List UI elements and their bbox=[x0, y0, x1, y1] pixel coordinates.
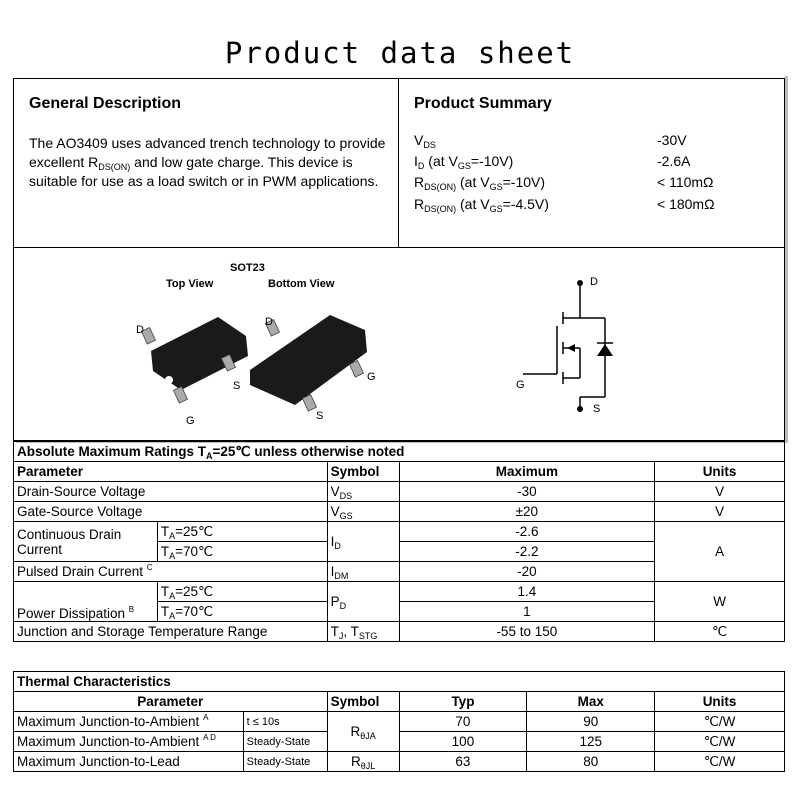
thermal-col-max: Max bbox=[527, 692, 655, 712]
amr-tj-unit: ℃ bbox=[655, 622, 785, 642]
summary-vds-value: -30V bbox=[657, 132, 687, 148]
amr-id-symbol: $I_D$ bbox=[327, 522, 399, 562]
thermal-col-parameter: Parameter bbox=[14, 692, 328, 712]
product-summary-heading: Product Summary bbox=[414, 95, 552, 112]
top-view-label: Top View bbox=[166, 278, 214, 290]
amr-col-symbol: Symbol bbox=[327, 462, 399, 482]
thermal-r3-unit: ℃/W bbox=[655, 752, 785, 772]
sot23-package-drawing bbox=[120, 300, 390, 435]
thermal-r1-typ: 70 bbox=[399, 712, 527, 732]
thermal-r3-typ: 63 bbox=[399, 752, 527, 772]
bottom-view-pin-s bbox=[302, 395, 316, 411]
page-title: Product data sheet bbox=[224, 36, 576, 70]
amr-idm-symbol: $I_{DM}$ bbox=[327, 562, 399, 582]
thermal-characteristics-table bbox=[13, 671, 785, 772]
bottom-view-label: Bottom View bbox=[268, 278, 335, 290]
thermal-r3-max: 80 bbox=[527, 752, 655, 772]
amr-vgs-max: ±20 bbox=[399, 502, 655, 522]
amr-pd-max-25: 1.4 bbox=[399, 582, 655, 602]
amr-vgs-unit: V bbox=[655, 502, 785, 522]
shadow-right bbox=[785, 76, 788, 443]
general-description-text: The AO3409 uses advanced trench technology to provide excellent $R_{DS(ON)}$ and low gate charge. This device is suitable for use as a load switch or in PWM applications. bbox=[29, 135, 386, 189]
top-pin-d-label: D bbox=[136, 324, 144, 336]
summary-rds1-label: $R_{DS(ON)}$ (at $V_{GS}=-10V$) bbox=[414, 174, 546, 192]
bottom-pin-s-label: S bbox=[316, 410, 324, 422]
thermal-r1-unit: ℃/W bbox=[655, 712, 785, 732]
thermal-rja-symbol: $R_{\theta JA}$ bbox=[327, 712, 399, 752]
amr-id-max-70: -2.2 bbox=[399, 542, 655, 562]
top-view-pin-g bbox=[173, 387, 187, 403]
mosfet-symbol bbox=[505, 270, 635, 420]
pin1-dot bbox=[165, 376, 173, 384]
amr-vgs-symbol: $V_{GS}$ bbox=[327, 502, 399, 522]
thermal-r1-cond: t ≤ 10s bbox=[243, 712, 327, 732]
thermal-r1-max: 90 bbox=[527, 712, 655, 732]
summary-rds2-value: < 180mΩ bbox=[657, 196, 715, 212]
thermal-r2-unit: ℃/W bbox=[655, 732, 785, 752]
symbol-g-label: G bbox=[516, 379, 525, 391]
thermal-r3-cond: Steady-State bbox=[243, 752, 327, 772]
summary-rds1-value: < 110mΩ bbox=[657, 174, 714, 190]
amr-vds-unit: V bbox=[655, 482, 785, 502]
general-description-heading: General Description bbox=[29, 95, 182, 112]
symbol-s-label: S bbox=[593, 403, 601, 415]
summary-rds2-label: $R_{DS(ON)}$ (at $V_{GS}=-4.5V$) bbox=[414, 196, 549, 214]
amr-tj-param: Junction and Storage Temperature Range bbox=[14, 622, 328, 642]
amr-id-cond-70: $T_A=70℃$ bbox=[157, 542, 327, 562]
amr-pd-unit: W bbox=[655, 582, 785, 622]
amr-idm-param: Pulsed Drain Current $^C$ bbox=[14, 562, 328, 582]
thermal-r2-max: 125 bbox=[527, 732, 655, 752]
amr-tj-symbol: $T_J$, $T_{STG}$ bbox=[327, 622, 399, 642]
bottom-pin-g-label: G bbox=[367, 371, 376, 383]
thermal-rjl-symbol: $R_{\theta JL}$ bbox=[327, 752, 399, 772]
amr-pd-symbol: $P_D$ bbox=[327, 582, 399, 622]
thermal-r2-cond: Steady-State bbox=[243, 732, 327, 752]
amr-vds-max: -30 bbox=[399, 482, 655, 502]
amr-idm-max: -20 bbox=[399, 562, 655, 582]
summary-id-value: -2.6A bbox=[657, 153, 691, 169]
top-pin-s-label: S bbox=[233, 380, 241, 392]
amr-pd-cond-70: $T_A=70℃$ bbox=[157, 602, 327, 622]
thermal-col-symbol: Symbol bbox=[327, 692, 399, 712]
amr-id-param: Continuous Drain Current bbox=[14, 522, 158, 562]
amr-pd-cond-25: $T_A=25℃$ bbox=[157, 582, 327, 602]
symbol-d-label: D bbox=[590, 276, 598, 288]
amr-id-max-25: -2.6 bbox=[399, 522, 655, 542]
bottom-view-pin-g bbox=[349, 361, 363, 377]
thermal-r2-typ: 100 bbox=[399, 732, 527, 752]
amr-col-parameter: Parameter bbox=[14, 462, 328, 482]
bottom-pin-d-label: D bbox=[265, 316, 273, 328]
thermal-col-units: Units bbox=[655, 692, 785, 712]
thermal-r2-param: Maximum Junction-to-Ambient $^{A D}$ bbox=[14, 732, 244, 752]
amr-vgs-param: Gate-Source Voltage bbox=[14, 502, 328, 522]
summary-vds-label: $V_{DS}$ bbox=[414, 132, 436, 150]
amr-col-units: Units bbox=[655, 462, 785, 482]
summary-id-label: $I_D$ (at $V_{GS}=-10V$) bbox=[414, 153, 514, 171]
thermal-col-typ: Typ bbox=[399, 692, 527, 712]
amr-tj-max: -55 to 150 bbox=[399, 622, 655, 642]
thermal-r3-param: Maximum Junction-to-Lead bbox=[14, 752, 244, 772]
amr-pd-max-70: 1 bbox=[399, 602, 655, 622]
amr-pd-param: Power Dissipation $^B$ bbox=[14, 582, 158, 622]
top-pin-g-label: G bbox=[186, 415, 195, 427]
amr-heading: Absolute Maximum Ratings $T_A=25℃$ unless otherwise noted bbox=[14, 442, 785, 462]
absolute-maximum-ratings-table bbox=[13, 441, 785, 642]
amr-col-maximum: Maximum bbox=[399, 462, 655, 482]
amr-id-cond-25: $T_A=25℃$ bbox=[157, 522, 327, 542]
thermal-heading: Thermal Characteristics bbox=[14, 672, 785, 692]
amr-vds-param: Drain-Source Voltage bbox=[14, 482, 328, 502]
thermal-r1-param: Maximum Junction-to-Ambient $^A$ bbox=[14, 712, 244, 732]
amr-id-unit: A bbox=[655, 522, 785, 582]
package-name: SOT23 bbox=[230, 262, 265, 274]
amr-vds-symbol: $V_{DS}$ bbox=[327, 482, 399, 502]
